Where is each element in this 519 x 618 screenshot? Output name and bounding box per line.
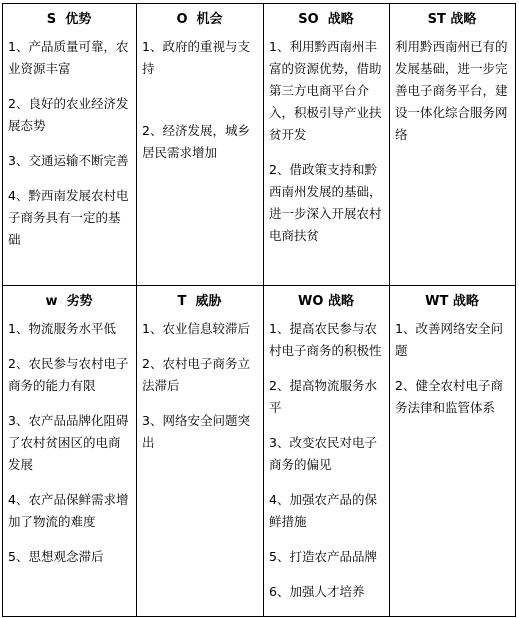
- list-item: 6、加强人才培养: [269, 584, 365, 599]
- cell-weaknesses: [3, 286, 137, 617]
- list-item: 5、思想观念滞后: [8, 549, 104, 564]
- list-item: 3、农产品品牌化阻碍了农村贫困区的电商发展: [8, 413, 129, 472]
- list-item: 2、经济发展，城乡居民需求增加: [142, 123, 250, 160]
- cell-title-opportunities: O 机会: [176, 12, 223, 27]
- cell-title-wo-strategy: WO 战略: [298, 294, 354, 309]
- cell-st-strategy: [390, 4, 516, 286]
- list-item: 1、利用黔西南州丰富的资源优势，借助第三方电商平台介入，积极引导产业扶贫开发: [269, 39, 382, 142]
- list-item: 1、改善网络安全问题: [395, 321, 503, 358]
- cell-title-st-strategy: ST 战略: [427, 12, 477, 27]
- list-item: 4、黔西南发展农村电子商务具有一定的基础: [8, 188, 129, 247]
- cell-threats: [137, 286, 264, 617]
- list-item: 4、农产品保鲜需求增加了物流的难度: [8, 492, 129, 529]
- list-item: 1、提高农民参与农村电子商务的积极性: [269, 321, 382, 358]
- table-row-top: [3, 4, 516, 286]
- list-item: 2、提高物流服务水平: [269, 378, 377, 415]
- cell-title-wt-strategy: WT 战略: [425, 294, 479, 309]
- list-item: 1、政府的重视与支持: [142, 39, 250, 76]
- cell-title-strengths: S 优势: [46, 12, 92, 27]
- cell-wo-strategy: [264, 286, 390, 617]
- list-item: 2、农民参与农村电子商务的能力有限: [8, 356, 129, 393]
- cell-strengths: [3, 4, 137, 286]
- swot-analysis-table: [2, 3, 516, 617]
- list-item: 3、交通运输不断完善: [8, 153, 129, 168]
- list-item: 2、良好的农业经济发展态势: [8, 96, 129, 133]
- list-item: 2、农村电子商务立法滞后: [142, 356, 250, 393]
- cell-title-so-strategy: SO 战略: [298, 12, 354, 27]
- list-item: 2、借政策支持和黔西南州发展的基础，进一步深入开展农村电商扶贫: [269, 162, 382, 243]
- list-item: 1、产品质量可靠，农业资源丰富: [8, 39, 129, 76]
- list-item: 3、网络安全问题突出: [142, 413, 250, 450]
- table-row-bottom: [3, 286, 516, 617]
- cell-so-strategy: [264, 4, 390, 286]
- cell-opportunities: [137, 4, 264, 286]
- list-item: 利用黔西南州已有的发展基础，进一步完善电子商务平台，建设一体化综合服务网络: [395, 39, 508, 142]
- cell-title-threats: T 威胁: [177, 294, 222, 309]
- list-item: 1、物流服务水平低: [8, 321, 116, 336]
- cell-title-weaknesses: w 劣势: [45, 294, 93, 309]
- list-item: 3、改变农民对电子商务的偏见: [269, 435, 377, 472]
- cell-wt-strategy: [390, 286, 516, 617]
- list-item: 1、农业信息较滞后: [142, 321, 250, 336]
- list-item: 4、加强农产品的保鲜措施: [269, 492, 377, 529]
- list-item: 5、打造农产品品牌: [269, 549, 377, 564]
- list-item: 2、健全农村电子商务法律和监管体系: [395, 378, 503, 415]
